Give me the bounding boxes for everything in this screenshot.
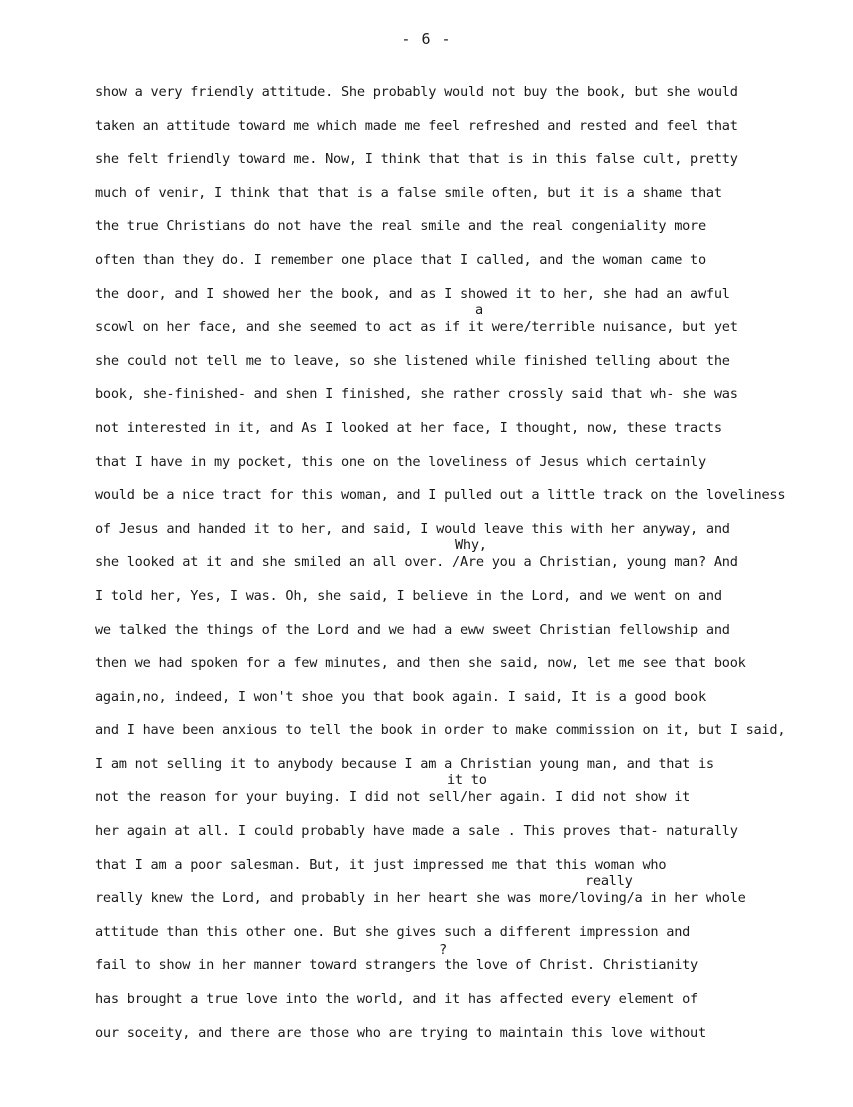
line-text: our soceity, and there are those who are trying to maintain this love without [95,1024,706,1041]
line-text: would be a nice tract for this woman, and I pulled out a little track on the loveliness [95,487,786,504]
line-text: of Jesus and handed it to her, and said, I would leave this with her anyway, and [95,520,730,537]
line-text: that I am a poor salesman. But, it just impressed me that this woman who [95,856,667,873]
text-line [95,989,840,1023]
text-line [95,922,840,959]
line-text: book, she-finished- and shen I finished, she rather crossly said that wh- she was [95,386,738,403]
text-line [95,149,840,183]
text-line [95,452,840,486]
line-text: that I have in my pocket, this one on the loveliness of Jesus which certainly [95,453,706,470]
line-text: I am not selling it to anybody because I am a Christian young man, and that is [95,755,714,772]
text-line [95,537,840,586]
line-text: really knew the Lord, and probably in her heart she was more/loving/a in her whole [95,890,746,907]
line-text: much of venir, I think that that is a false smile often, but it is a shame that [95,184,722,201]
interlinear-insertion: it to [447,772,487,789]
text-line [95,687,840,721]
line-text: she felt friendly toward me. Now, I think that that is in this false cult, pretty [95,151,738,168]
text-line [95,216,840,250]
line-text: has brought a true love into the world, and it has affected every element of [95,991,698,1008]
line-text: the true Christians do not have the real smile and the real congeniality more [95,218,706,235]
text-line [95,586,840,620]
line-text: she could not tell me to leave, so she listened while finished telling about the [95,352,730,369]
text-line [95,485,840,519]
text-line [95,384,840,418]
line-text: we talked the things of the Lord and we had a eww sweet Christian fellowship and [95,621,730,638]
text-line [95,116,840,150]
text-line [95,284,840,318]
line-text: and I have been anxious to tell the book in order to make commission on it, but I said, [95,722,786,739]
line-text: I told her, Yes, I was. Oh, she said, I believe in the Lord, and we went on and [95,587,722,604]
text-line [95,772,840,821]
text-line [95,620,840,654]
text-line [95,821,840,855]
line-text: again,no, indeed, I won't shoe you that book again. I said, It is a good book [95,688,706,705]
line-text: not interested in it, and As I looked at her face, I thought, now, these tracts [95,419,722,436]
line-text: taken an attitude toward me which made me feel refreshed and rested and feel that [95,117,738,134]
text-line [95,183,840,217]
text-line [95,82,840,116]
interlinear-insertion: a [475,302,483,319]
text-line [95,855,840,889]
line-text: then we had spoken for a few minutes, and then she said, now, let me see that book [95,655,746,672]
line-text: her again at all. I could probably have made a sale . This proves that- naturally [95,823,738,840]
line-text: not the reason for your buying. I did not sell/her again. I did not show it [95,789,691,806]
line-text: she looked at it and she smiled an all over. /Are you a Christian, young man? And [95,554,738,571]
text-line [95,653,840,687]
text-line [95,942,840,989]
text-line [95,1023,840,1057]
page-number: - 6 - [401,30,452,48]
interlinear-insertion: Why, [455,537,487,554]
text-line [95,351,840,385]
line-text: often than they do. I remember one place that I called, and the woman came to [95,251,706,268]
text-line [95,720,840,754]
interlinear-insertion: ? [439,942,447,959]
line-text: show a very friendly attitude. She probably would not buy the book, but she would [95,84,738,100]
line-text: fail to show in her manner toward strangers the love of Christ. Christianity [95,957,698,974]
text-line [95,250,840,284]
line-text: scowl on her face, and she seemed to act as if it were/terrible nuisance, but yet [95,319,738,336]
document-body [95,82,840,1056]
line-text: the door, and I showed her the book, and as I showed it to her, she had an awful [95,285,730,302]
text-line [95,873,840,922]
interlinear-insertion: really [585,873,633,890]
text-line [95,302,840,351]
line-text: attitude than this other one. But she gives such a different impression and [95,923,691,940]
text-line [95,418,840,452]
